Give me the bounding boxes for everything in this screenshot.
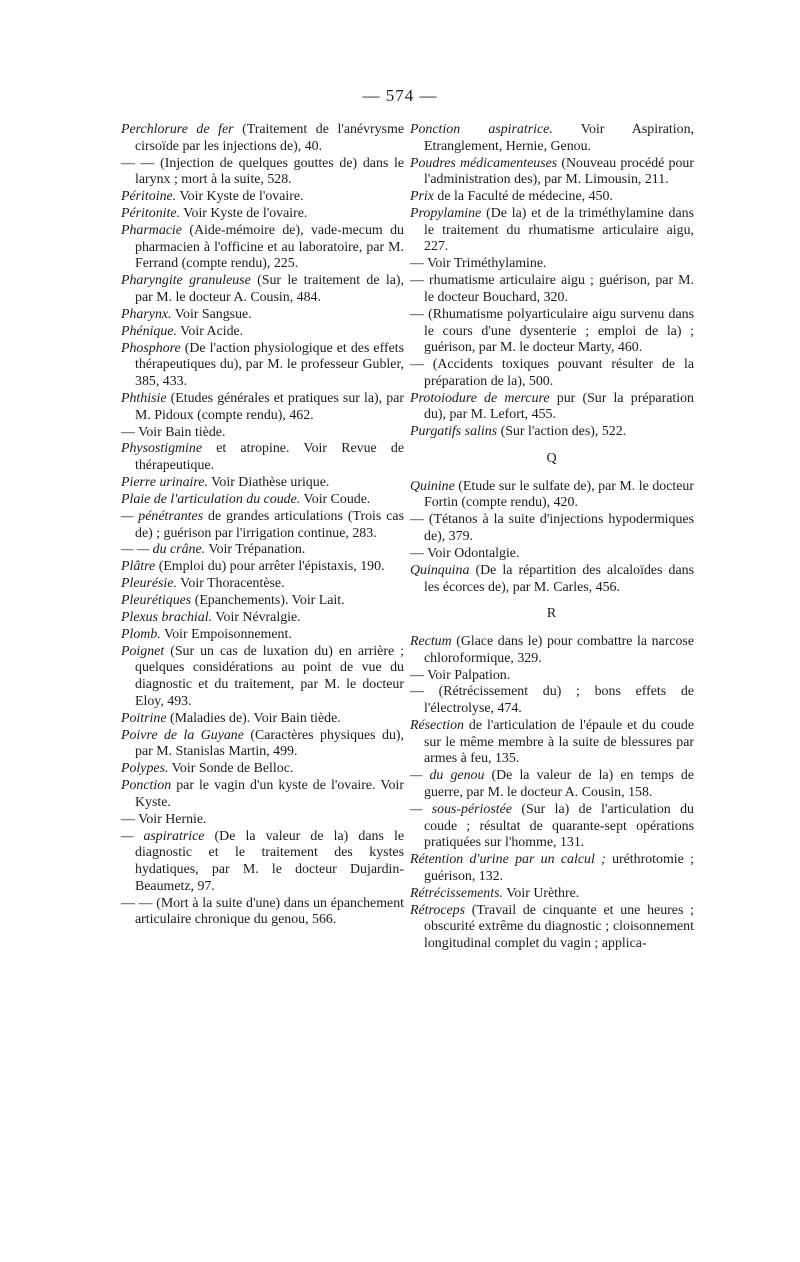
- entry-text: (De la valeur de la) en temps de guerre, par M. le docteur A. Cousin, 158.: [424, 768, 694, 801]
- index-entry: [121, 492, 404, 509]
- entry-text: Voir Thoracentèse.: [176, 576, 285, 592]
- entry-term: Pharyngite granuleuse: [121, 273, 251, 289]
- entry-term: Phénique.: [121, 323, 177, 339]
- entry-text: — — (Injection de quelques gouttes de) dans le larynx ; mort à la suite, 528.: [121, 155, 404, 188]
- entry-term: Poitrine: [121, 710, 167, 726]
- index-entry: [410, 563, 694, 596]
- entry-text: de l'articulation de l'épaule et du coude sur le même membre à la suite de blessures par armes à feu, 135.: [424, 718, 694, 767]
- index-column-right: [410, 122, 694, 953]
- entry-term: Polypes.: [121, 761, 169, 777]
- index-entry: [121, 644, 404, 711]
- index-entry: [121, 896, 404, 929]
- entry-text: (Glace dans le) pour combattre la narcose chloroformique, 329.: [424, 633, 694, 666]
- entry-text: Voir Diathèse urique.: [207, 475, 330, 491]
- entry-text: (Nouveau procédé pour l'administration des), par M. Limousin, 211.: [424, 155, 694, 188]
- entry-text: pur (Sur la préparation du), par M. Lefort, 455.: [424, 390, 694, 423]
- entry-text: (Travail de cinquante et une heures ; obscurité extrême du diagnostic ; cloisonnement longitudinal complet du vagin ; applica-: [424, 902, 694, 952]
- entry-term: Protoiodure de mercure: [410, 390, 550, 406]
- entry-term: Pierre urinaire.: [121, 475, 208, 491]
- entry-term: Poignet: [121, 643, 165, 659]
- index-entry: [121, 441, 404, 474]
- entry-text: (Emploi du) pour arrêter l'épistaxis, 190.: [155, 559, 385, 575]
- entry-term: — pénétrantes: [121, 508, 204, 524]
- entry-text: (De la valeur de la) dans le diagnostic et le traitement des kystes hydatiques, par M. le docteur Dujardin-Beaumetz, 97.: [135, 828, 404, 894]
- entry-text: — (Accidents toxiques pouvant résulter de la préparation de la), 500.: [410, 357, 694, 389]
- entry-term: Propylamine: [410, 206, 482, 222]
- entry-term: — sous-périostée: [410, 801, 512, 817]
- entry-text: Voir Empoisonnement.: [160, 626, 292, 642]
- entry-text: (De la) et de la triméthylamine dans le traitement du rhumatisme articulaire aigu, 227.: [424, 206, 694, 255]
- entry-term: Poivre de la Guyane: [121, 727, 244, 743]
- entry-term: Plexus brachial.: [121, 609, 213, 625]
- entry-text: Voir Sangsue.: [171, 306, 252, 322]
- entry-term: Purgatifs salins: [410, 424, 498, 440]
- entry-text: (Epanchements). Voir Lait.: [191, 593, 345, 609]
- index-entry: [410, 684, 694, 717]
- entry-term: Ponction aspiratrice.: [410, 122, 553, 137]
- index-entry: [121, 307, 404, 324]
- entry-text: Voir Trépanation.: [205, 542, 306, 558]
- entry-text: (De la répartition des alcaloïdes dans les écorces de), par M. Carles, 456.: [424, 562, 694, 595]
- index-entry: [410, 886, 694, 903]
- entry-term: Quinquina: [410, 562, 470, 578]
- entry-text: (Sur le traitement de la), par M. le docteur A. Cousin, 484.: [135, 273, 404, 305]
- index-entry: [410, 512, 694, 545]
- entry-text: — (Tétanos à la suite d'injections hypodermiques de), 379.: [410, 512, 694, 545]
- entry-text: par le vagin d'un kyste de l'ovaire. Voir Kyste.: [135, 778, 404, 810]
- index-entry: [121, 273, 404, 306]
- entry-text: — Voir Bain tiède.: [121, 424, 226, 440]
- index-entry: [121, 728, 404, 761]
- entry-term: Péritonite.: [121, 206, 181, 222]
- entry-term: Plaie de l'articulation du coude.: [121, 491, 301, 507]
- index-entry: [410, 546, 694, 563]
- entry-term: Phthisie: [121, 390, 167, 406]
- entry-text: (Maladies de). Voir Bain tiède.: [166, 710, 341, 726]
- entry-text: — Voir Triméthylamine.: [410, 256, 547, 272]
- entry-text: — rhumatisme articulaire aigu ; guérison, par M. le docteur Bouchard, 320.: [410, 273, 694, 305]
- entry-text: Voir Kyste de l'ovaire.: [176, 189, 304, 205]
- entry-term: Plomb.: [121, 626, 161, 642]
- index-entry: [121, 324, 404, 341]
- index-entry: [121, 542, 404, 559]
- index-entry: [410, 189, 694, 206]
- index-entry: [410, 206, 694, 256]
- index-entry: [121, 475, 404, 492]
- entry-term: Pharmacie: [121, 222, 182, 238]
- entry-text: — — (Mort à la suite d'une) dans un épanchement articulaire chronique du genou, 566.: [121, 895, 404, 928]
- entry-term: — — du crâne.: [121, 542, 206, 558]
- entry-text: Voir Coude.: [300, 491, 371, 507]
- entry-term: Rétention d'urine par un calcul ;: [410, 852, 606, 868]
- entry-term: Résection: [410, 718, 464, 734]
- index-entry: [410, 307, 694, 357]
- index-entry: [410, 802, 694, 852]
- entry-text: (Sur la) de l'articulation du coude ; résultat de quarante-sept opérations pratiquées sur l'homme, 131.: [424, 801, 694, 851]
- entry-text: — Voir Hernie.: [121, 811, 207, 827]
- index-entry: [410, 256, 694, 273]
- index-entry: [121, 576, 404, 593]
- index-entry: [121, 761, 404, 778]
- entries-q: [410, 479, 694, 596]
- index-entry: [121, 610, 404, 627]
- page-number: — 574 —: [362, 86, 438, 105]
- entries-r: [410, 634, 694, 953]
- index-entry: [121, 559, 404, 576]
- entry-term: Pleurétiques: [121, 593, 192, 609]
- section-heading-q: Q: [546, 451, 558, 467]
- entry-text: (Caractères physiques du), par M. Stanislas Martin, 499.: [135, 727, 404, 760]
- index-entry: [410, 424, 694, 441]
- index-entry: [121, 156, 404, 189]
- index-entry: [410, 634, 694, 667]
- section-heading-r: R: [546, 606, 558, 622]
- entry-text: — (Rétrécissement du) ; bons effets de l'électrolyse, 474.: [410, 684, 694, 717]
- entry-text: (De l'action physiologique et des effets thérapeutiques du), par M. le professeur Gubler, 385, 433.: [135, 340, 404, 390]
- index-entry: [410, 273, 694, 306]
- entry-term: — aspiratrice: [121, 828, 205, 844]
- index-entry: [410, 668, 694, 685]
- index-entry: [121, 812, 404, 829]
- index-entry: [410, 718, 694, 768]
- entry-term: Quinine: [410, 478, 455, 494]
- index-entry: [121, 711, 404, 728]
- entry-term: Perchlorure de fer: [121, 122, 234, 137]
- entry-term: — du genou: [410, 768, 485, 784]
- entry-text: Voir Urèthre.: [502, 885, 580, 901]
- index-entry: [121, 206, 404, 223]
- index-entry: [121, 425, 404, 442]
- entry-text: (Traitement de l'anévrysme cirsoïde par les injections de), 40.: [135, 122, 404, 154]
- index-entry: [121, 627, 404, 644]
- entry-text: Voir Acide.: [176, 323, 244, 339]
- entry-term: Poudres médicamenteuses: [410, 155, 558, 171]
- entry-term: Plâtre: [121, 559, 156, 575]
- entry-text: (Sur l'action des), 522.: [497, 424, 627, 440]
- entry-term: Pleurésie.: [121, 576, 177, 592]
- entry-text: uréthrotomie ; guérison, 132.: [424, 852, 694, 884]
- entry-text: de grandes articulations (Trois cas de) ; guérison par l'irrigation continue, 283.: [135, 508, 404, 541]
- index-entry: [121, 593, 404, 610]
- index-entry: [410, 357, 694, 390]
- entry-text: — (Rhumatisme polyarticulaire aigu survenu dans le cours d'une dysenterie ; emploi de la) ; guérison, par M. le docteur Marty, 460.: [410, 306, 694, 356]
- entry-term: Phosphore: [121, 340, 181, 356]
- index-entry: [410, 768, 694, 801]
- index-entry: [410, 122, 694, 155]
- index-entry: [410, 156, 694, 189]
- entry-text: (Etude sur le sulfate de), par M. le docteur Fortin (compte rendu), 420.: [424, 478, 694, 511]
- entry-text: (Aide-mémoire de), vade-mecum du pharmacien à l'officine et au laboratoire, par M. Ferrand (compte rendu), 225.: [135, 222, 404, 272]
- index-entry: [121, 391, 404, 424]
- index-entry: [121, 829, 404, 896]
- index-entry: [410, 479, 694, 512]
- index-entry: [121, 122, 404, 155]
- entry-text: Voir Sonde de Belloc.: [168, 761, 294, 777]
- index-entry: [121, 223, 404, 273]
- index-column-left: [121, 122, 404, 929]
- entry-term: Rectum: [410, 633, 452, 649]
- entry-term: Physostigmine: [121, 441, 203, 457]
- entry-term: Prix: [410, 189, 434, 205]
- entry-term: Péritoine.: [121, 189, 177, 205]
- index-entry: [121, 341, 404, 391]
- entry-term: Rétroceps: [410, 902, 466, 918]
- entry-text: — Voir Palpation.: [410, 667, 511, 683]
- entry-text: Voir Aspiration, Etranglement, Hernie, Genou.: [424, 122, 694, 154]
- entry-term: Ponction: [121, 778, 172, 794]
- entry-term: Rétrécissements.: [410, 885, 503, 901]
- entries-p: [410, 122, 694, 441]
- entry-text: Voir Névralgie.: [212, 609, 301, 625]
- entry-text: et atropine. Voir Revue de thérapeutique.: [135, 441, 404, 474]
- index-entry: [121, 778, 404, 811]
- entry-text: Voir Kyste de l'ovaire.: [180, 206, 308, 222]
- entry-text: (Sur un cas de luxation du) en arrière ; quelques considérations au point de vue du diagnostic et du traitement, par M. le docteur Eloy, 493.: [135, 643, 404, 709]
- entry-text: de la Faculté de médecine, 450.: [433, 189, 613, 205]
- entry-term: Pharynx.: [121, 306, 172, 322]
- index-entry: [121, 189, 404, 206]
- index-entry: [121, 509, 404, 542]
- index-entry: [410, 391, 694, 424]
- entry-text: — Voir Odontalgie.: [410, 545, 520, 561]
- index-entry: [410, 852, 694, 885]
- entry-text: (Etudes générales et pratiques sur la), par M. Pidoux (compte rendu), 462.: [135, 390, 404, 423]
- index-entry: [410, 903, 694, 953]
